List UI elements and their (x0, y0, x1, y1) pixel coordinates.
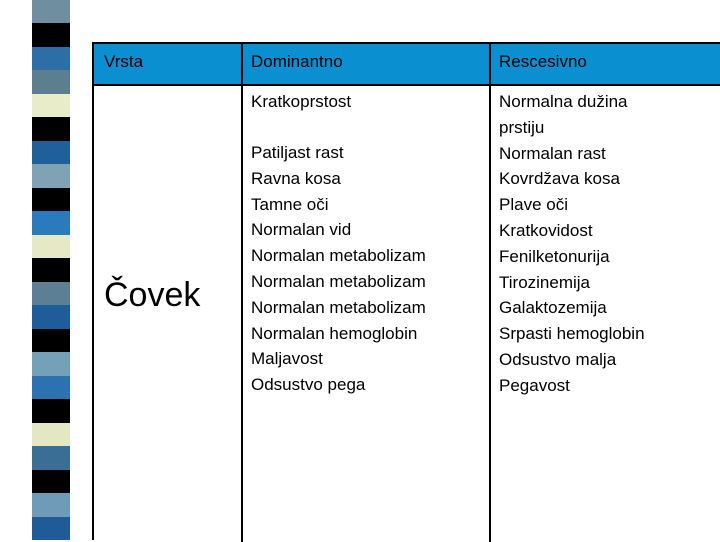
strip-segment (32, 329, 70, 352)
strip-segment (32, 188, 70, 211)
species-label: Čovek (104, 276, 201, 314)
column-divider-2 (489, 44, 491, 542)
genetics-table (92, 42, 720, 540)
strip-segment (32, 117, 70, 140)
recessive-trait: Odsustvo malja (499, 349, 617, 369)
strip-segment (32, 141, 70, 164)
strip-segment (32, 94, 70, 117)
strip-segment (32, 235, 70, 258)
strip-segment (32, 282, 70, 305)
dominant-trait: Ravna kosa (251, 168, 341, 188)
strip-segment (32, 305, 70, 328)
dominant-trait: Patiljast rast (251, 143, 344, 162)
recessive-trait: Fenilketonurija (499, 246, 610, 266)
strip-segment (32, 517, 70, 540)
strip-segment (32, 493, 70, 516)
strip-segment (32, 164, 70, 187)
strip-segment (32, 423, 70, 446)
strip-segment (32, 352, 70, 375)
recessive-trait-list (499, 89, 645, 399)
strip-segment (32, 446, 70, 469)
header-rescesivno: Rescesivno (499, 52, 587, 71)
recessive-trait: Srpasti hemoglobin (499, 324, 645, 344)
dominant-first-trait: Kratkoprstost (251, 92, 352, 111)
dominant-trait: Maljavost (251, 349, 323, 369)
strip-segment (32, 470, 70, 493)
recessive-trait: Normalna dužina (499, 92, 628, 111)
strip-segment (32, 23, 70, 46)
recessive-trait: Tirozinemija (499, 272, 591, 292)
recessive-trait: Galaktozemija (499, 298, 607, 318)
dominant-trait: Normalan hemoglobin (251, 323, 418, 343)
dominant-trait: Normalan metabolizam (251, 297, 426, 317)
strip-segment (32, 211, 70, 234)
recessive-trait: Normalan rast (499, 143, 606, 163)
dominant-trait: Normalan vid (251, 220, 352, 240)
strip-segment (32, 258, 70, 281)
header-dominantno: Dominantno (251, 52, 343, 71)
dominant-trait: Normalan metabolizam (251, 271, 426, 291)
recessive-trait: Pegavost (499, 375, 570, 395)
dominant-trait-list (251, 140, 426, 398)
dominant-trait: Normalan metabolizam (251, 246, 426, 266)
strip-segment (32, 376, 70, 399)
recessive-trait: prstiju (499, 117, 545, 137)
column-divider-1 (241, 44, 243, 542)
strip-segment (32, 399, 70, 422)
header-vrsta: Vrsta (104, 52, 144, 71)
dominant-trait: Tamne oči (251, 194, 329, 214)
strip-segment (32, 47, 70, 70)
dominant-trait: Odsustvo pega (251, 375, 366, 395)
table-header-row (94, 44, 720, 86)
strip-segment (32, 70, 70, 93)
recessive-trait: Plave oči (499, 195, 568, 215)
decorative-left-strip (32, 0, 70, 540)
recessive-trait: Kovrdžava kosa (499, 169, 620, 189)
recessive-trait: Kratkovidost (499, 220, 593, 240)
strip-segment (32, 0, 70, 23)
